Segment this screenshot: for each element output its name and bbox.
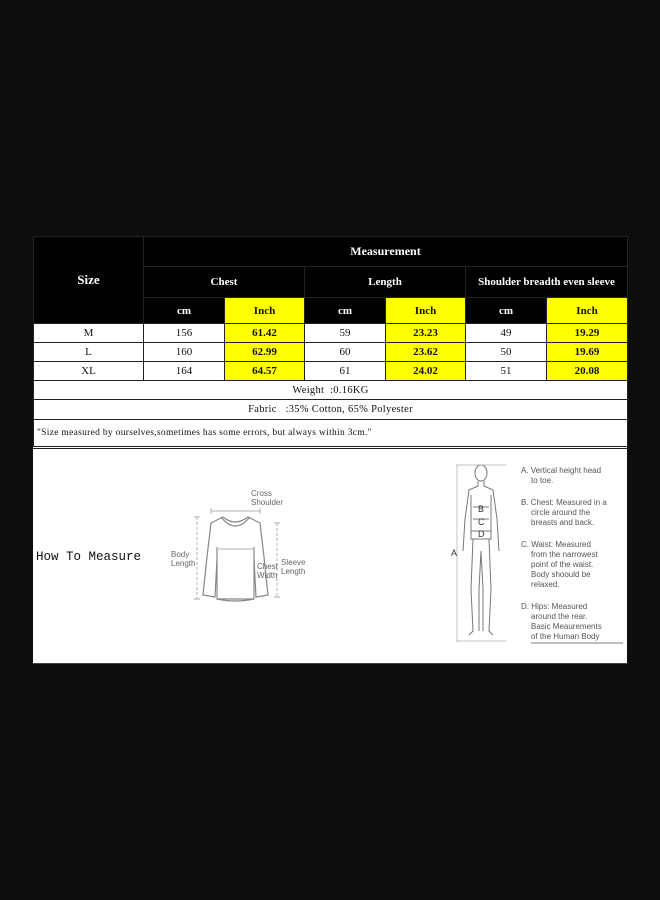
size-table <box>33 236 628 447</box>
measure-notes <box>521 466 623 643</box>
note-b-line: B. Chest: Measured in a <box>521 498 607 507</box>
chest-width-label-1: Chest <box>257 562 278 571</box>
shoulder-inch-cell: 19.29 <box>547 324 628 343</box>
size-cell: L <box>34 343 144 362</box>
length-cm-cell: 59 <box>305 324 386 343</box>
length-cm-cell: 60 <box>305 343 386 362</box>
length-inch-cell: 23.62 <box>386 343 466 362</box>
weight-row: Weight :0.16KG <box>34 381 628 400</box>
length-cm-header: cm <box>305 298 386 324</box>
body-length-label-1: Body <box>171 550 190 559</box>
length-inch-cell: 24.02 <box>386 362 466 381</box>
chest-inch-cell: 61.42 <box>225 324 305 343</box>
chest-cm-cell: 164 <box>144 362 225 381</box>
note-d-line: of the Human Body <box>531 632 600 641</box>
note-c-line: relaxed. <box>531 580 560 589</box>
how-to-measure-label: How To Measure <box>36 550 142 564</box>
shoulder-inch-header: Inch <box>547 298 628 324</box>
table-row <box>34 362 628 381</box>
chest-cm-cell: 160 <box>144 343 225 362</box>
table-row <box>34 343 628 362</box>
note-d-line: Basic Meaurements <box>531 622 602 631</box>
length-inch-cell: 23.23 <box>386 324 466 343</box>
note-c-line: C. Waist: Measured <box>521 540 591 549</box>
chest-inch-cell: 62.99 <box>225 343 305 362</box>
length-inch-header: Inch <box>386 298 466 324</box>
length-cm-cell: 61 <box>305 362 386 381</box>
size-cell: M <box>34 324 144 343</box>
body-length-label-2: Length <box>171 559 196 568</box>
note-b-line: breasts and back. <box>531 518 595 527</box>
note-b-line: circle around the <box>531 508 591 517</box>
size-header: Size <box>34 237 144 324</box>
note-a-line: A. Vertical height head <box>521 466 602 475</box>
fabric-row: Fabric :35% Cotton, 65% Polyester <box>34 400 628 420</box>
note-d-line: around the rear. <box>531 612 588 621</box>
measurement-note: "Size measured by ourselves,sometimes has some errors, but always within 3cm." <box>34 420 628 447</box>
size-chart <box>33 236 627 664</box>
body-letter-d: D <box>478 529 485 539</box>
body-letter-b: B <box>478 504 485 514</box>
chest-inch-cell: 64.57 <box>225 362 305 381</box>
body-letter-a: A <box>451 548 458 558</box>
note-a-line: to toe. <box>531 476 554 485</box>
note-c-line: Body shoould be <box>531 570 591 579</box>
chest-width-label-2: Width <box>257 571 278 580</box>
chest-cm-header: cm <box>144 298 225 324</box>
how-to-measure-section <box>33 448 627 664</box>
note-d-line: D. Hips: Measured <box>521 602 588 611</box>
sleeve-length-label-2: Length <box>281 567 306 576</box>
shoulder-inch-cell: 20.08 <box>547 362 628 381</box>
sleeve-length-label-1: Sleeve <box>281 558 306 567</box>
measurement-header: Measurement <box>144 237 628 267</box>
chest-inch-header: Inch <box>225 298 305 324</box>
cross-shoulder-label-2: Shoulder <box>251 498 284 507</box>
cross-shoulder-label-1: Cross <box>251 489 272 498</box>
shoulder-cm-header: cm <box>466 298 547 324</box>
note-c-line: point of the waist. <box>531 560 594 569</box>
chest-cm-cell: 156 <box>144 324 225 343</box>
table-row <box>34 324 628 343</box>
shoulder-cm-cell: 51 <box>466 362 547 381</box>
shoulder-cm-cell: 49 <box>466 324 547 343</box>
body-letter-c: C <box>478 517 485 527</box>
shoulder-header: Shoulder breadth even sleeve <box>466 267 628 298</box>
shoulder-cm-cell: 50 <box>466 343 547 362</box>
size-cell: XL <box>34 362 144 381</box>
shoulder-inch-cell: 19.69 <box>547 343 628 362</box>
shirt-diagram <box>163 487 313 617</box>
length-header: Length <box>305 267 466 298</box>
note-c-line: from the narrowest <box>531 550 598 559</box>
chest-header: Chest <box>144 267 305 298</box>
body-diagram <box>451 459 627 655</box>
